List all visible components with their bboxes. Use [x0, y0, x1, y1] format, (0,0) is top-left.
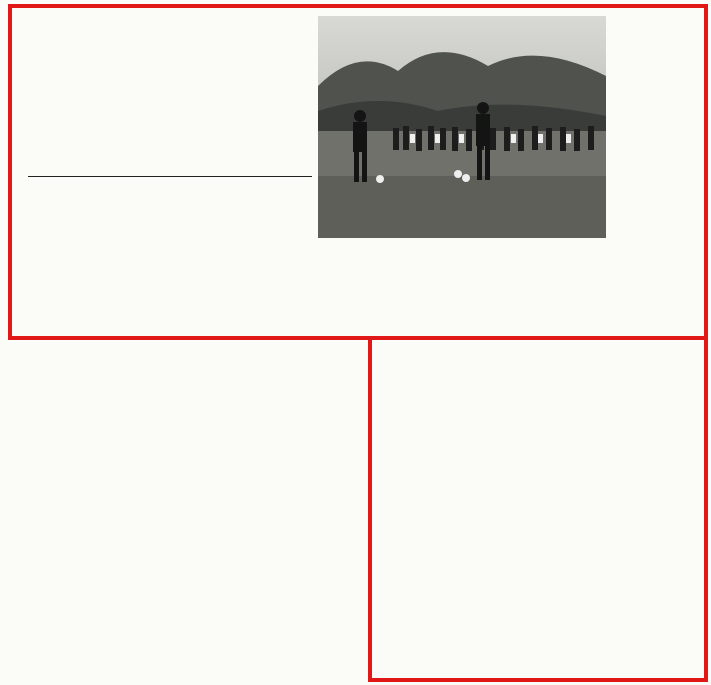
article2-body — [20, 350, 270, 666]
highlight-lower-right — [368, 336, 708, 682]
highlight-upper — [8, 4, 708, 340]
